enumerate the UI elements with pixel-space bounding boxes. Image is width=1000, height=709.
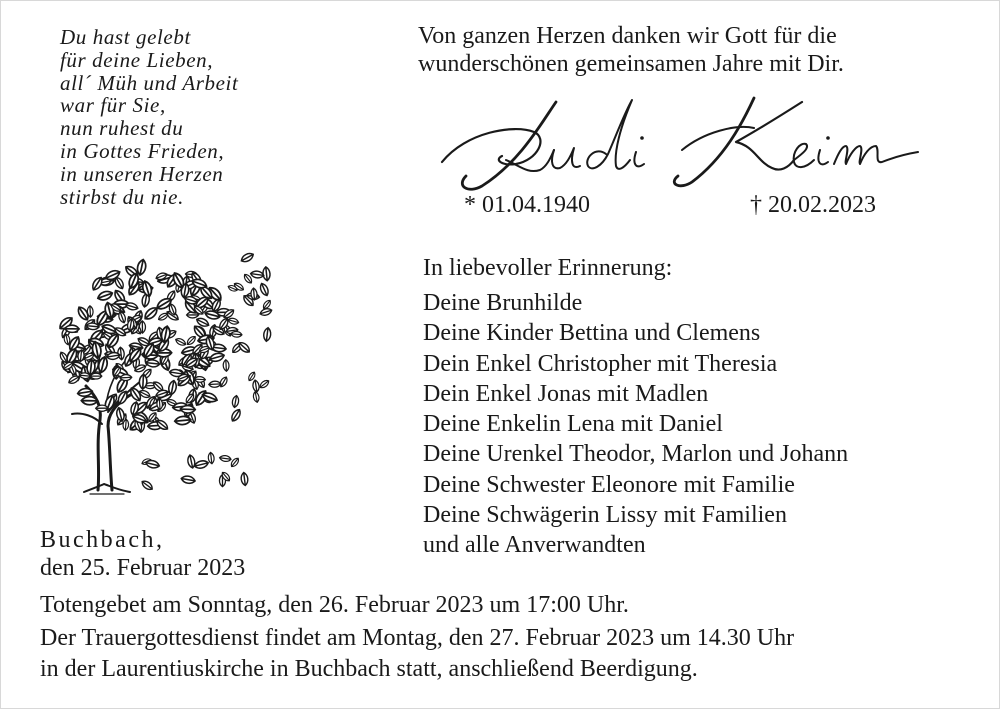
leaf-mark (252, 380, 260, 393)
poem-line: für deine Lieben, (60, 47, 214, 72)
leaf-mark (194, 376, 205, 382)
intro-line: Von ganzen Herzen danken wir Gott für die (418, 23, 837, 49)
leaf-mark (231, 331, 243, 338)
leaf-mark (194, 459, 209, 469)
leaf-mark (240, 251, 255, 264)
deceased-name-signature (436, 88, 936, 198)
leaf-mark (65, 325, 80, 332)
poem-line: stirbst du nie. (60, 184, 184, 209)
leaf-mark (90, 276, 104, 292)
leaf-mark (187, 454, 196, 468)
leaf-mark (231, 395, 239, 408)
poem-line: in Gottes Frieden, (60, 138, 225, 163)
leaf-mark (240, 472, 248, 486)
poem-line: in unseren Herzen (60, 161, 224, 186)
leaf-mark (259, 307, 273, 317)
place-city: Buchbach, (40, 527, 165, 553)
intro-text (418, 22, 844, 78)
leaf-mark (146, 359, 160, 367)
leaf-mark (140, 479, 154, 492)
leaf-mark (96, 405, 108, 411)
mourner-line: Deine Schwester Eleonore mit Familie (423, 471, 795, 498)
leaf-mark (223, 360, 229, 372)
poem-line: Du hast gelebt (60, 25, 191, 49)
mourner-line: Deine Kinder Bettina und Clemens (423, 320, 761, 347)
leaf-mark (181, 475, 196, 484)
leaf-mark (259, 282, 271, 297)
leaf-mark (174, 416, 191, 425)
poem-line: all´ Müh und Arbeit (60, 70, 239, 95)
leaf-mark (90, 373, 102, 379)
place-and-date (40, 526, 245, 582)
leaf-mark (227, 317, 239, 325)
leaf-mark (258, 379, 270, 390)
leaf-mark (263, 327, 271, 341)
service-info (40, 590, 794, 685)
mourner-line: Deine Enkelin Lena mit Daniel (423, 411, 723, 438)
leaf-mark (168, 380, 178, 396)
leaf-mark (120, 374, 132, 380)
intro-line: wunderschönen gemeinsamen Jahre mit Dir. (418, 51, 844, 77)
mourner-line: Deine Schwägerin Lissy mit Familien (423, 502, 787, 529)
mourner-line: Deine Urenkel Theodor, Marlon und Johann (423, 441, 849, 468)
place-date: den 25. Februar 2023 (40, 555, 246, 581)
burial-line: in der Laurentiuskirche in Buchbach statt, anschließend Beerdigung. (40, 656, 698, 682)
memory-heading: In liebevoller Erinnerung: (423, 255, 673, 281)
leaf-mark (174, 337, 186, 347)
leaf-mark (143, 305, 160, 321)
leaf-mark (139, 374, 147, 389)
poem-line: nun ruhest du (60, 116, 184, 141)
leaf-mark (230, 408, 243, 423)
leaf-mark (81, 396, 97, 404)
tree-illustration (38, 236, 278, 498)
birth-date: * 01.04.1940 (464, 192, 590, 218)
leaf-mark (209, 381, 221, 388)
mourner-line: Dein Enkel Christopher mit Theresia (423, 350, 778, 377)
poem-line: war für Sie, (60, 93, 166, 118)
leaf-mark (253, 391, 260, 403)
leaf-mark (63, 334, 71, 346)
leaf-mark (250, 270, 264, 278)
leaf-mark (180, 405, 195, 413)
leaf-mark (97, 289, 114, 302)
leaf-mark (160, 325, 171, 343)
mourner-line: und alle Anverwandten (423, 532, 646, 559)
mourners-list (423, 288, 848, 561)
poem (60, 26, 238, 208)
leaf-mark (186, 335, 198, 347)
leaf-mark (218, 376, 228, 388)
leaf-mark (219, 455, 231, 462)
mourner-line: Deine Brunhilde (423, 290, 583, 316)
prayer-line: Totengebet am Sonntag, den 26. Februar 2023 um 17:00 Uhr. (40, 592, 629, 618)
death-date: † 20.02.2023 (750, 192, 876, 218)
mourner-line: Dein Enkel Jonas mit Madlen (423, 380, 709, 407)
funeral-line: Der Trauergottesdienst findet am Montag, den 27. Februar 2023 um 14.30 Uhr (40, 625, 795, 651)
